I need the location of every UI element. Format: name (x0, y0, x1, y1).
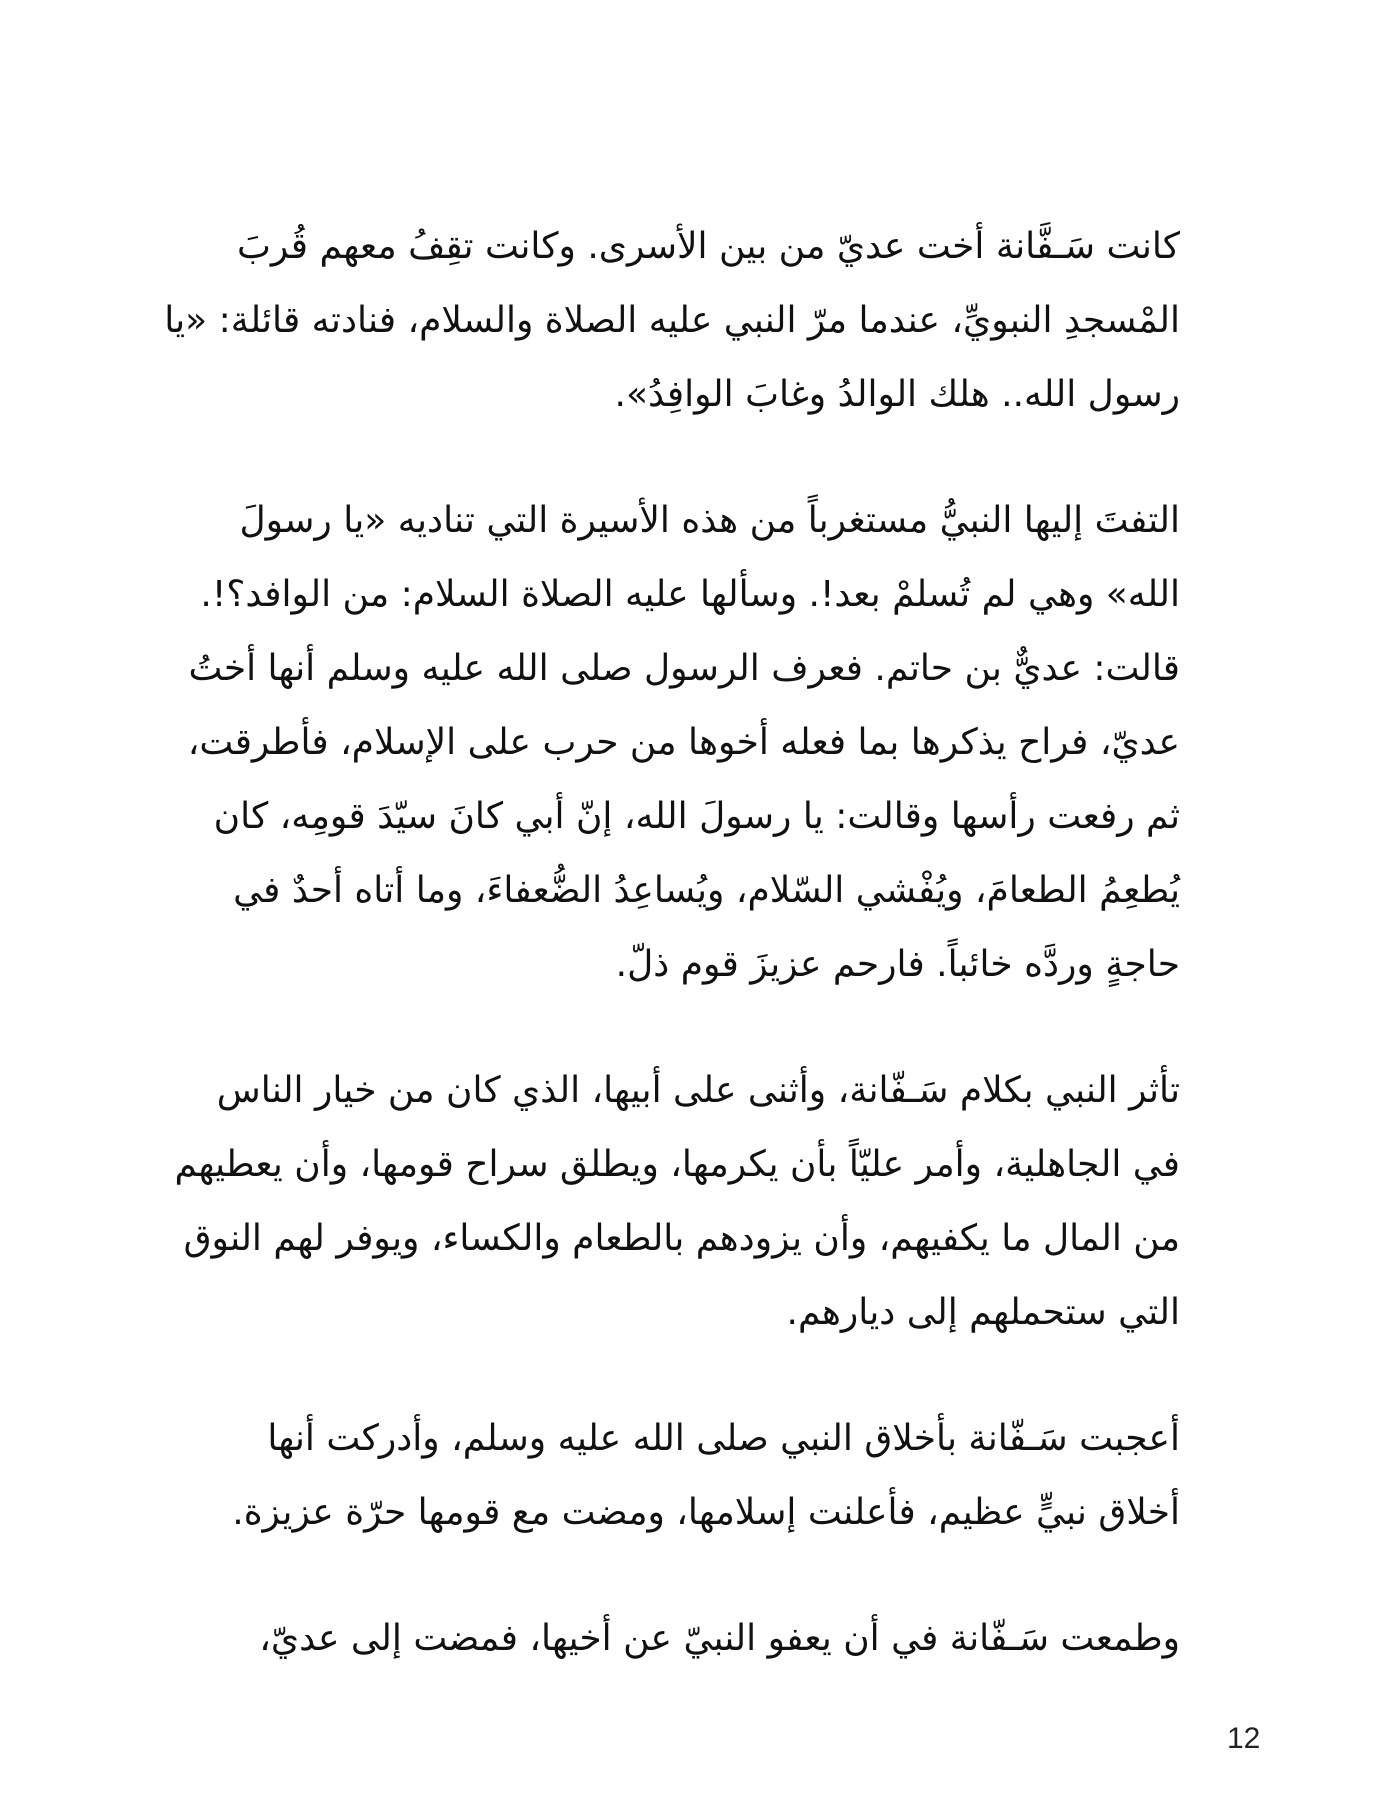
text-line: أعجبت سَـفّانة بأخلاق النبي صلى الله عليه وسلم، وأدركت أنها (267, 1418, 1180, 1459)
text-line: رسول الله.. هلك الوالدُ وغابَ الوافِدُ». (614, 374, 1180, 415)
text-line: كانت سَـفَّانة أخت عديّ من بين الأسرى. وكانت تقِفُ معهم قُربَ (237, 226, 1180, 267)
page-number: 12 (1227, 1722, 1261, 1755)
text-line: التفتَ إليها النبيُّ مستغرباً من هذه الأسيرة التي تناديه «يا رسولَ (239, 500, 1180, 541)
text-line: تأثر النبي بكلام سَـفّانة، وأثنى على أبيها، الذي كان من خيار الناس (216, 1070, 1180, 1111)
text-line: أخلاق نبيٍّ عظيم، فأعلنت إسلامها، ومضت مع قومها حرّة عزيزة. (232, 1492, 1180, 1533)
body-text (164, 210, 1180, 1728)
paragraph-5 (259, 1602, 1180, 1676)
paragraph-3 (174, 1054, 1180, 1350)
text-line: قالت: عديٌّ بن حاتم. فعرف الرسول صلى الله عليه وسلم أنها أختُ (188, 648, 1180, 689)
text-line: ثم رفعت رأسها وقالت: يا رسولَ الله، إنّ أبي كانَ سيّدَ قومِه، كان (213, 796, 1180, 837)
text-line: من المال ما يكفيهم، وأن يزودهم بالطعام والكساء، ويوفر لهم النوق (183, 1218, 1180, 1259)
text-line: التي ستحملهم إلى ديارهم. (786, 1292, 1180, 1333)
text-line: الله» وهي لم تُسلمْ بعد!. وسألها عليه الصلاة السلام: من الوافد؟!. (200, 574, 1180, 615)
text-line: يُطعِمُ الطعامَ، ويُفْشي السّلام، ويُساعِدُ الضُّعفاءَ، وما أتاه أحدٌ في (233, 870, 1180, 911)
text-line: وطمعت سَـفّانة في أن يعفو النبيّ عن أخيها، فمضت إلى عديّ، (259, 1618, 1180, 1659)
text-line: في الجاهلية، وأمر عليّاً بأن يكرمها، ويطلق سراح قومها، وأن يعطيهم (174, 1144, 1180, 1185)
paragraph-4 (232, 1402, 1180, 1550)
text-line: عديّ، فراح يذكرها بما فعله أخوها من حرب على الإسلام، فأطرقت، (187, 722, 1180, 763)
paragraph-2 (187, 484, 1180, 1002)
text-line: حاجةٍ وردَّه خائباً. فارحم عزيزَ قوم ذلّ. (615, 944, 1180, 985)
paragraph-1 (164, 210, 1180, 432)
text-line: المْسجدِ النبويِّ، عندما مرّ النبي عليه الصلاة والسلام، فنادته قائلة: «يا (164, 300, 1180, 341)
